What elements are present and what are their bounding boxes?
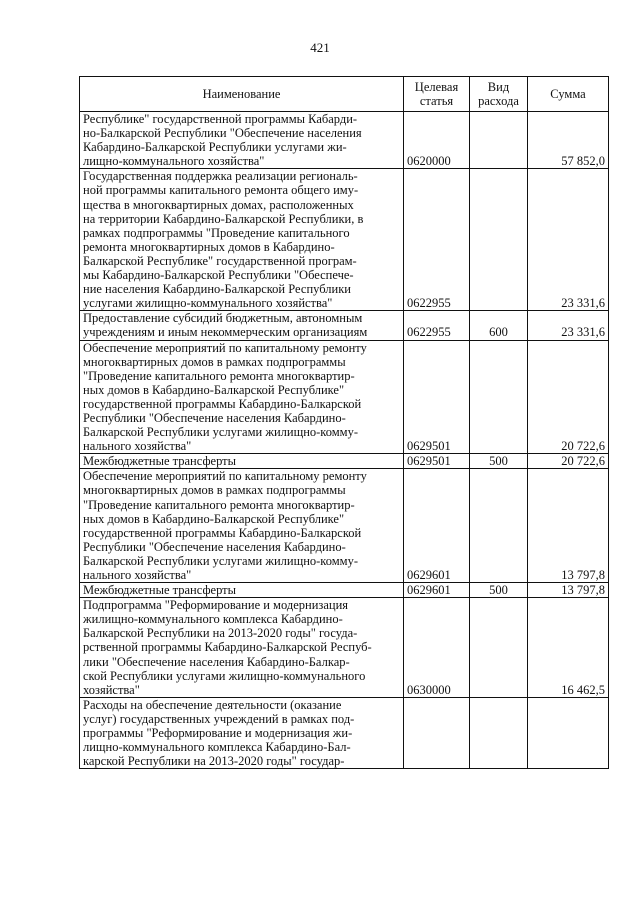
row-sum: 13 797,8 [528, 583, 609, 598]
row-code: 0622955 [404, 169, 470, 311]
row-code: 0629501 [404, 340, 470, 454]
table-row [80, 340, 609, 454]
table-row [80, 311, 609, 340]
row-type [470, 697, 528, 768]
row-type [470, 169, 528, 311]
table-row [80, 169, 609, 311]
header-sum: Сумма [528, 77, 609, 112]
row-sum: 16 462,5 [528, 598, 609, 698]
table-row [80, 583, 609, 598]
table-row [80, 469, 609, 583]
row-sum: 23 331,6 [528, 169, 609, 311]
row-type [470, 598, 528, 698]
row-sum [528, 697, 609, 768]
row-sum: 23 331,6 [528, 311, 609, 340]
table-row [80, 112, 609, 169]
row-name: Республике" государственной программы Кабарди- но-Балкарской Республики "Обеспечение населения Кабардино-Балкарской Республики услугами жи- лищно-коммунального хозяйства" [80, 112, 404, 169]
row-name: Обеспечение мероприятий по капитальному ремонту многоквартирных домов в рамках подпрограммы "Проведение капитального ремонта многоквартир- ных домов в Кабардино-Балкарской Республике" государственной программы Кабардино-Балкарской Республики "Обеспечение населения Кабардино- Балкарской Республики услугами жилищно-комму- нального хозяйства" [80, 469, 404, 583]
row-type: 500 [470, 454, 528, 469]
table-row [80, 598, 609, 698]
header-code: Целевая статья [404, 77, 470, 112]
row-code: 0622955 [404, 311, 470, 340]
row-name: Обеспечение мероприятий по капитальному ремонту многоквартирных домов в рамках подпрограммы "Проведение капитального ремонта многоквартир- ных домов в Кабардино-Балкарской Республике" государственной программы Кабардино-Балкарской Республики "Обеспечение населения Кабардино- Балкарской Республики услугами жилищно-комму- нального хозяйства" [80, 340, 404, 454]
row-code: 0630000 [404, 598, 470, 698]
row-sum: 20 722,6 [528, 454, 609, 469]
row-type [470, 112, 528, 169]
table-row [80, 454, 609, 469]
table-row [80, 697, 609, 768]
budget-table [79, 76, 609, 769]
row-code: 0629501 [404, 454, 470, 469]
row-code: 0629601 [404, 469, 470, 583]
row-code: 0620000 [404, 112, 470, 169]
row-sum: 13 797,8 [528, 469, 609, 583]
row-type: 600 [470, 311, 528, 340]
row-type: 500 [470, 583, 528, 598]
row-name: Предоставление субсидий бюджетным, автономным учреждениям и иным некоммерческим организациям [80, 311, 404, 340]
row-type [470, 340, 528, 454]
header-name: Наименование [80, 77, 404, 112]
row-code [404, 697, 470, 768]
page-number: 421 [310, 40, 330, 55]
row-name: Подпрограмма "Реформирование и модернизация жилищно-коммунального комплекса Кабардино- Балкарской Республики на 2013-2020 годы" госуда- рственной программы Кабардино-Балкарской Респуб- лики "Обеспечение населения Кабардино-Балкар- ской Республики услугами жилищно-коммунального хозяйства" [80, 598, 404, 698]
row-name: Государственная поддержка реализации региональ- ной программы капитального ремонта общего иму- щества в многоквартирных домах, расположенных на территории Кабардино-Балкарской Республики, в рамках подпрограммы "Проведение капитального ремонта многоквартирных домов в Кабардино- Балкарской Республике" государственной програм- мы Кабардино-Балкарской Республики "Обеспече- ние населения Кабардино-Балкарской Республики услугами жилищно-коммунального хозяйства" [80, 169, 404, 311]
row-name: Межбюджетные трансферты [80, 583, 404, 598]
row-code: 0629601 [404, 583, 470, 598]
table-header-row [80, 77, 609, 112]
row-name: Межбюджетные трансферты [80, 454, 404, 469]
row-sum: 20 722,6 [528, 340, 609, 454]
row-sum: 57 852,0 [528, 112, 609, 169]
row-type [470, 469, 528, 583]
row-name: Расходы на обеспечение деятельности (оказание услуг) государственных учреждений в рамках под- программы "Реформирование и модернизация жи- лищно-коммунального комплекса Кабардино-Бал- карской Республики на 2013-2020 годы" государ- [80, 697, 404, 768]
header-type: Вид расхода [470, 77, 528, 112]
